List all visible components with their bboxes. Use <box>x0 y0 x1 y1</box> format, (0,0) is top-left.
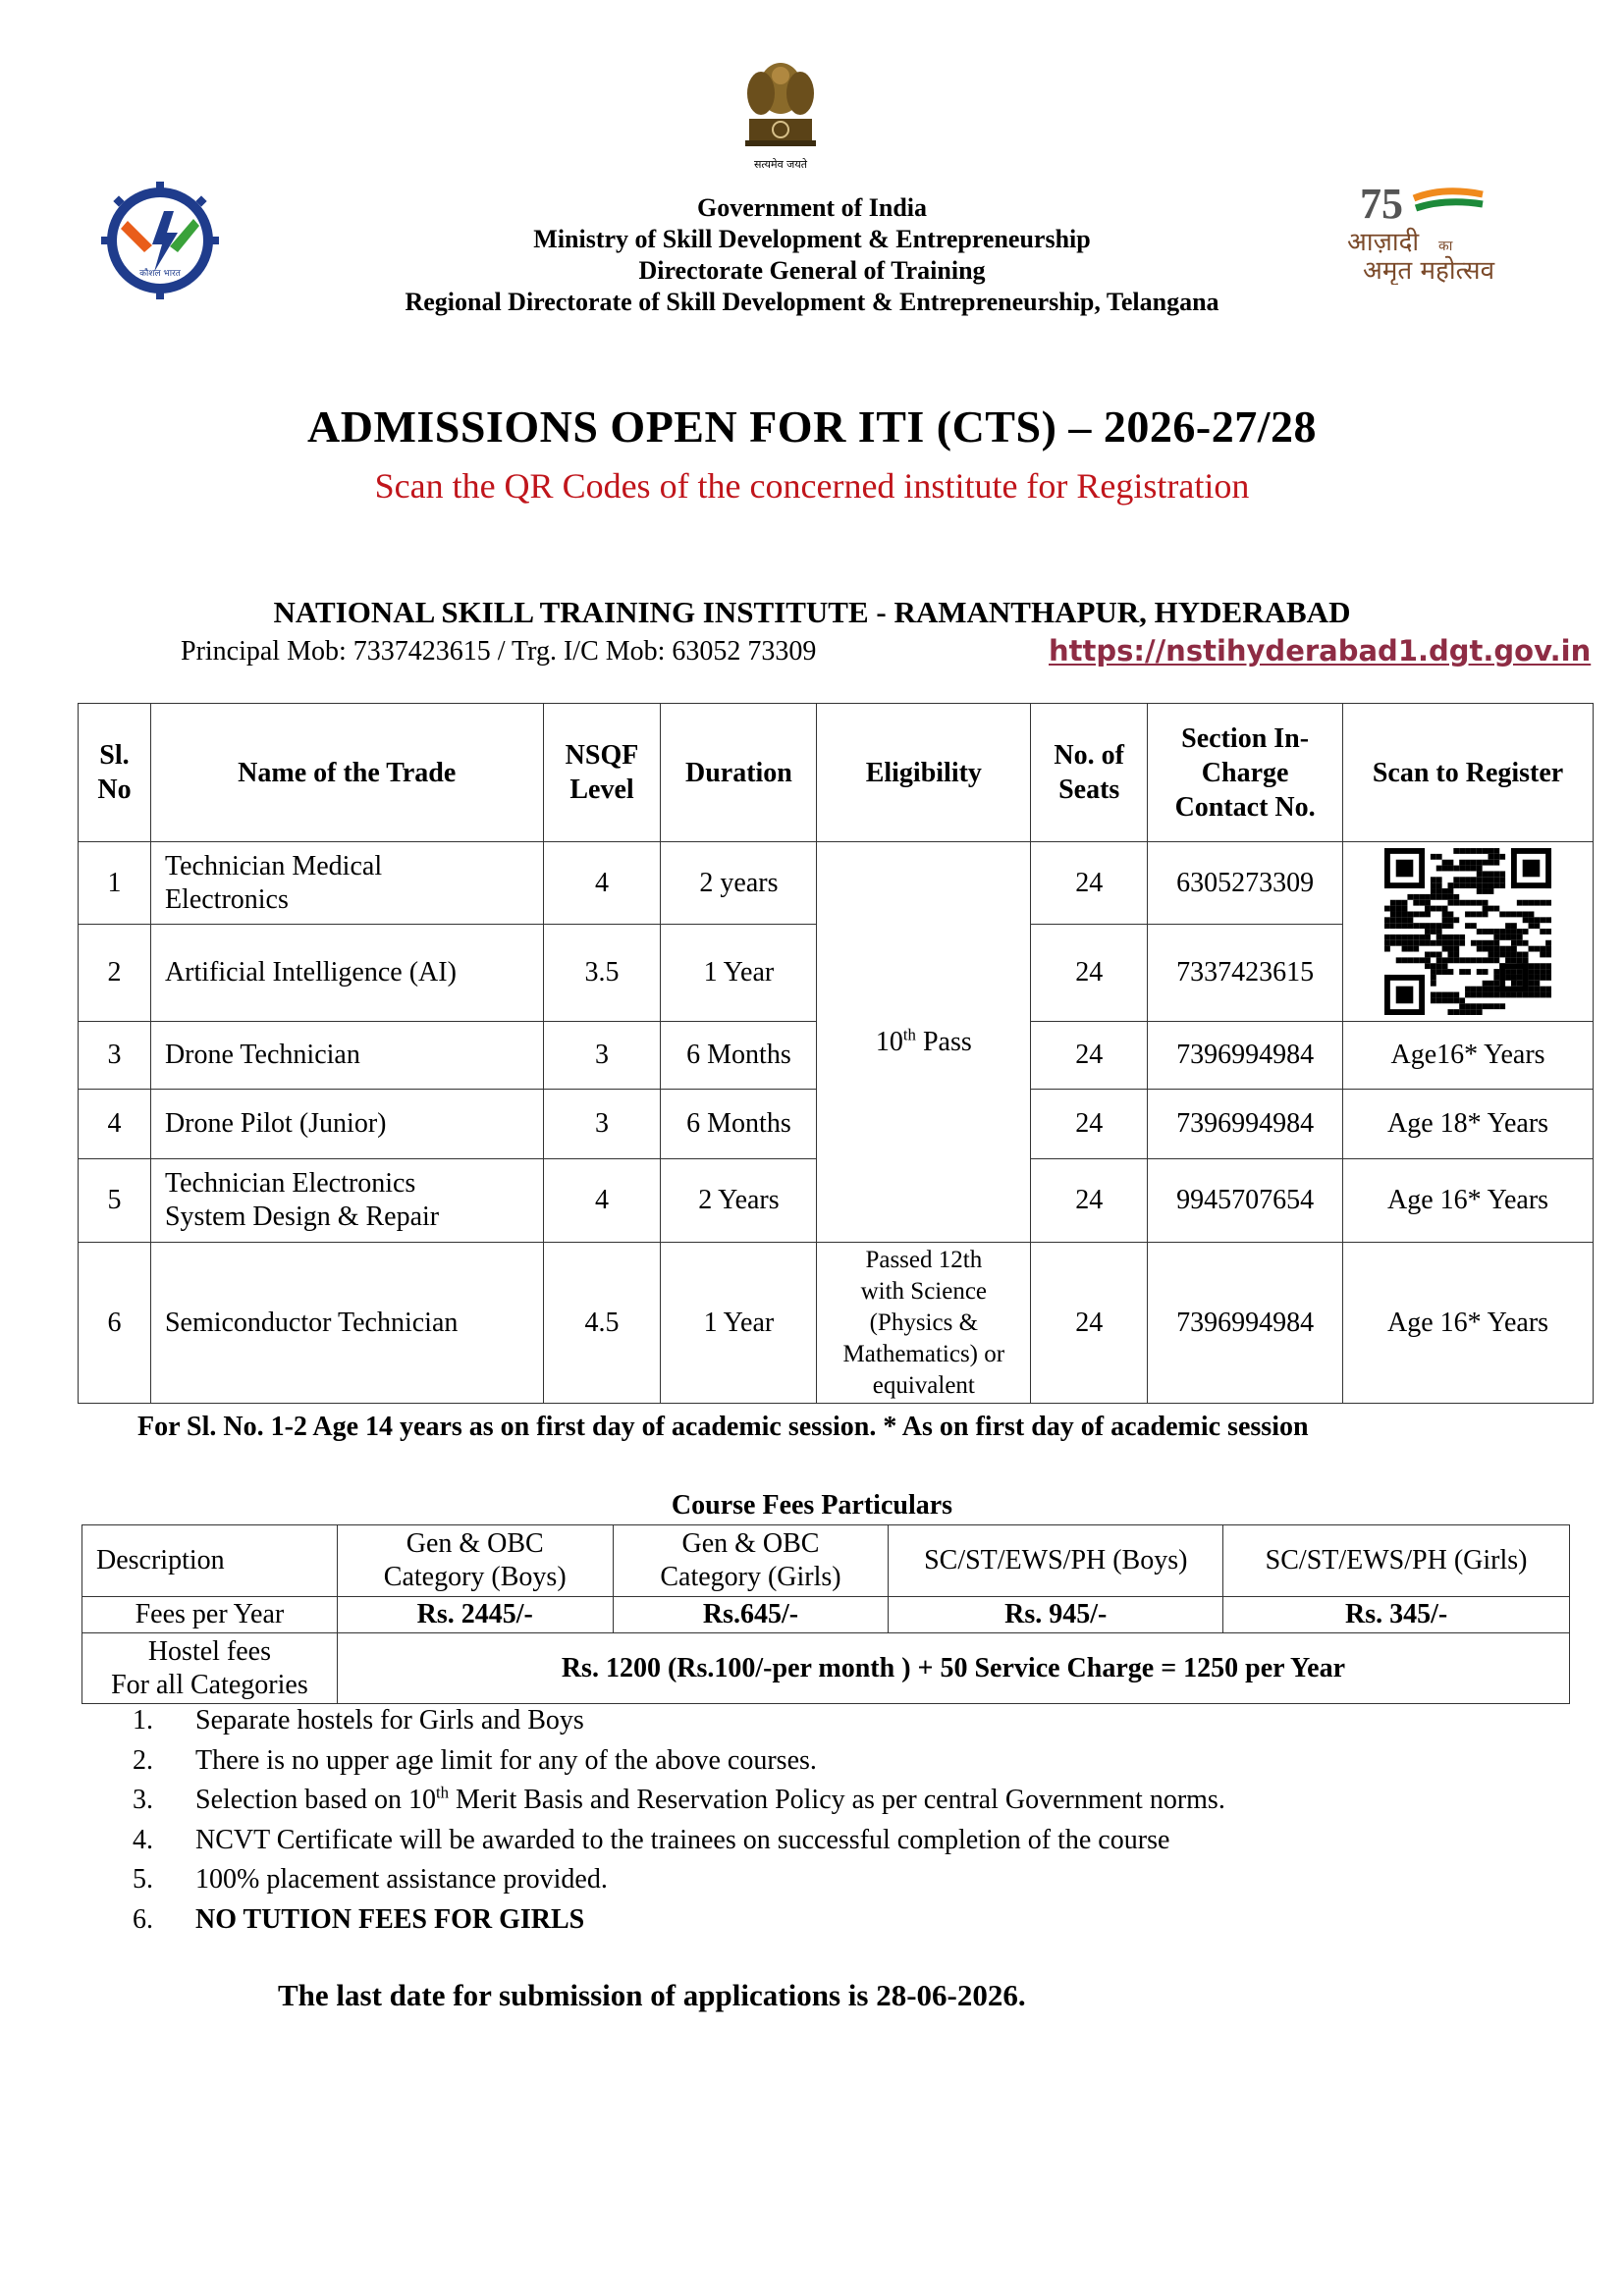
page-title: ADMISSIONS OPEN FOR ITI (CTS) – 2026-27/28 <box>307 401 1317 452</box>
header-eligibility: Eligibility <box>817 704 1031 842</box>
list-item: 4. NCVT Certificate will be awarded to the trainees on successful completion of the course <box>133 1824 1170 1855</box>
fee-gen-boys: Rs. 2445/- <box>337 1597 613 1633</box>
trade-table-header <box>79 704 1594 842</box>
cell-seats: 24 <box>1031 1243 1148 1404</box>
cell-age: Age 18* Years <box>1343 1090 1594 1159</box>
cell-duration: 2 years <box>661 842 817 925</box>
institute-contacts: Principal Mob: 7337423615 / Trg. I/C Mob: 63052 73309 <box>181 636 817 667</box>
cell-contact: 7396994984 <box>1148 1090 1343 1159</box>
cell-trade-name: Artificial Intelligence (AI) <box>150 925 543 1022</box>
header-nsqf: NSQF Level <box>543 704 661 842</box>
cell-trade-name: Technician Electronics System Design & Repair <box>150 1159 543 1243</box>
svg-text:आज़ादी: आज़ादी <box>1347 228 1420 257</box>
cell-sl: 5 <box>79 1159 151 1243</box>
page-subtitle: Scan the QR Codes of the concerned institute for Registration <box>374 466 1250 506</box>
cell-age: Age16* Years <box>1343 1022 1594 1090</box>
header-duration: Duration <box>661 704 817 842</box>
cell-seats: 24 <box>1031 1159 1148 1243</box>
header-contact: Section In- Charge Contact No. <box>1148 704 1343 842</box>
cell-contact: 7396994984 <box>1148 1243 1343 1404</box>
fees-header-sc-girls: SC/ST/EWS/PH (Girls) <box>1223 1525 1570 1597</box>
header-register: Scan to Register <box>1343 704 1594 842</box>
fees-header-row <box>82 1525 1570 1597</box>
institute-name: NATIONAL SKILL TRAINING INSTITUTE - RAMANTHAPUR, HYDERABAD <box>273 595 1351 629</box>
fees-header-description: Description <box>82 1525 338 1597</box>
cell-duration: 1 Year <box>661 1243 817 1404</box>
cell-duration: 1 Year <box>661 925 817 1022</box>
header-line-regional: Regional Directorate of Skill Development & Entrepreneurship, Telangana <box>405 288 1219 316</box>
fees-row <box>82 1597 1570 1633</box>
cell-eligibility: Passed 12th with Science (Physics & Mathematics) or equivalent <box>817 1243 1031 1404</box>
cell-seats: 24 <box>1031 1090 1148 1159</box>
header-line-ministry: Ministry of Skill Development & Entrepreneurship <box>533 225 1091 253</box>
cell-contact: 9945707654 <box>1148 1159 1343 1243</box>
cell-sl: 4 <box>79 1090 151 1159</box>
cell-eligibility-common: 10th Pass <box>817 842 1031 1243</box>
list-item: 5. 100% placement assistance provided. <box>133 1864 608 1895</box>
cell-trade-name: Semiconductor Technician <box>150 1243 543 1404</box>
fees-label: Fees per Year <box>82 1597 338 1633</box>
header-line-directorate: Directorate General of Training <box>638 256 986 285</box>
fee-sc-boys: Rs. 945/- <box>889 1597 1223 1633</box>
cell-nsqf: 3 <box>543 1022 661 1090</box>
qr-code-image[interactable] <box>1375 848 1561 1015</box>
list-item: 1. Separate hostels for Girls and Boys <box>133 1705 584 1735</box>
svg-text:का: का <box>1438 239 1453 254</box>
table-row <box>79 842 1594 925</box>
fees-header-gen-boys: Gen & OBC Category (Boys) <box>337 1525 613 1597</box>
trade-table <box>78 703 1594 1404</box>
cell-duration: 6 Months <box>661 1090 817 1159</box>
cell-nsqf: 4.5 <box>543 1243 661 1404</box>
svg-text:75: 75 <box>1360 180 1403 228</box>
national-emblem-logo <box>731 54 830 182</box>
cell-sl: 2 <box>79 925 151 1022</box>
cell-contact: 6305273309 <box>1148 842 1343 925</box>
header-sl: Sl. No <box>79 704 151 842</box>
cell-age: Age 16* Years <box>1343 1243 1594 1404</box>
qr-code-cell[interactable] <box>1343 842 1594 1022</box>
cell-trade-name: Drone Pilot (Junior) <box>150 1090 543 1159</box>
hostel-row <box>82 1633 1570 1704</box>
cell-seats: 24 <box>1031 842 1148 925</box>
emblem-motto: सत्यमेव जयते <box>753 158 807 171</box>
age-note: For Sl. No. 1-2 Age 14 years as on first day of academic session. * As on first day of academic session <box>137 1412 1309 1442</box>
list-item: 6. NO TUTION FEES FOR GIRLS <box>133 1903 585 1935</box>
hostel-label: Hostel fees For all Categories <box>82 1633 338 1704</box>
cell-nsqf: 4 <box>543 1159 661 1243</box>
skill-logo-text: कौशल भारत <box>139 269 181 279</box>
institute-website-link[interactable]: https://nstihyderabad1.dgt.gov.in <box>1049 634 1592 667</box>
fees-title: Course Fees Particulars <box>671 1490 953 1521</box>
hostel-fee-value: Rs. 1200 (Rs.100/-per month ) + 50 Service Charge = 1250 per Year <box>337 1633 1569 1704</box>
cell-seats: 24 <box>1031 1022 1148 1090</box>
cell-sl: 3 <box>79 1022 151 1090</box>
cell-age: Age 16* Years <box>1343 1159 1594 1243</box>
header-line-government: Government of India <box>697 193 927 222</box>
fee-sc-girls: Rs. 345/- <box>1223 1597 1570 1633</box>
header-name: Name of the Trade <box>150 704 543 842</box>
fee-gen-girls: Rs.645/- <box>613 1597 889 1633</box>
cell-duration: 2 Years <box>661 1159 817 1243</box>
last-date-notice: The last date for submission of applications is 28-06-2026. <box>278 1978 1026 2012</box>
cell-trade-name: Technician Medical Electronics <box>150 842 543 925</box>
cell-trade-name: Drone Technician <box>150 1022 543 1090</box>
list-item: 2. There is no upper age limit for any of the above courses. <box>133 1744 817 1776</box>
cell-nsqf: 3.5 <box>543 925 661 1022</box>
cell-seats: 24 <box>1031 925 1148 1022</box>
fees-header-sc-boys: SC/ST/EWS/PH (Boys) <box>889 1525 1223 1597</box>
cell-contact: 7337423615 <box>1148 925 1343 1022</box>
cell-sl: 6 <box>79 1243 151 1404</box>
notes-list <box>133 1701 1225 1940</box>
cell-contact: 7396994984 <box>1148 1022 1343 1090</box>
cell-nsqf: 4 <box>543 842 661 925</box>
svg-text:अमृत महोत्सव: अमृत महोत्सव <box>1363 256 1495 285</box>
list-item: 3. Selection based on 10th Merit Basis and Reservation Policy as per central Government norms. <box>133 1783 1225 1815</box>
cell-sl: 1 <box>79 842 151 925</box>
fees-header-gen-girls: Gen & OBC Category (Girls) <box>613 1525 889 1597</box>
table-row <box>79 1243 1594 1404</box>
fees-table <box>81 1524 1570 1704</box>
header-seats: No. of Seats <box>1031 704 1148 842</box>
cell-nsqf: 3 <box>543 1090 661 1159</box>
cell-duration: 6 Months <box>661 1022 817 1090</box>
